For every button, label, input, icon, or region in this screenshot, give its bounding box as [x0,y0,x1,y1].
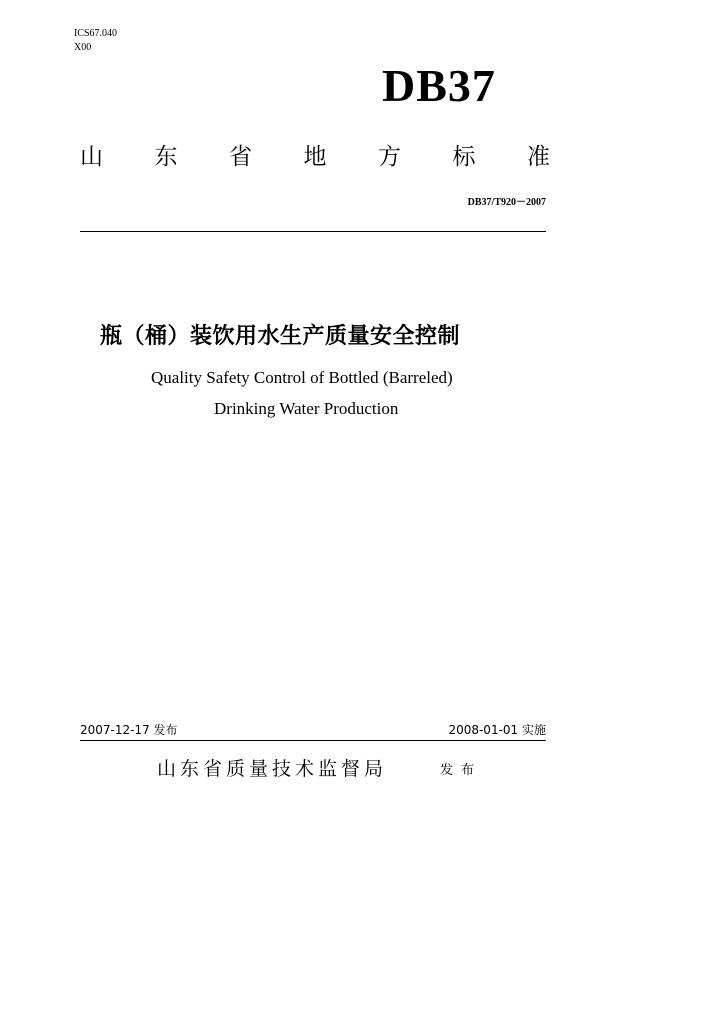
standard-type-char: 方 [378,144,401,170]
standard-type-char: 东 [154,144,178,170]
standard-number: DB37/T920－2007 [467,197,546,208]
document-title-english-line1: Quality Safety Control of Bottled (Barreled) [151,368,453,387]
standard-type-char: 地 [303,144,327,170]
db-standard-logo: DB37 [382,60,496,111]
top-divider [80,231,546,232]
issuing-authority: 山东省质量技术监督局 [157,758,388,780]
standard-type-char: 省 [229,144,252,170]
classification-code: X00 [74,42,92,53]
bottom-divider [80,740,546,741]
issue-label: 发布 [440,763,483,778]
standard-type-heading [80,142,550,172]
document-title-english-line2: Drinking Water Production [214,399,399,418]
standard-type-char: 准 [527,144,550,170]
standard-type-char: 标 [452,144,476,170]
ics-code: ICS67.040 [74,28,118,39]
issue-date: 2007-12-17 发布 [80,723,178,737]
standard-type-char: 山 [80,144,103,170]
document-title-chinese: 瓶（桶）装饮用水生产质量安全控制 [100,324,461,349]
implementation-date: 2008-01-01 实施 [448,723,546,737]
